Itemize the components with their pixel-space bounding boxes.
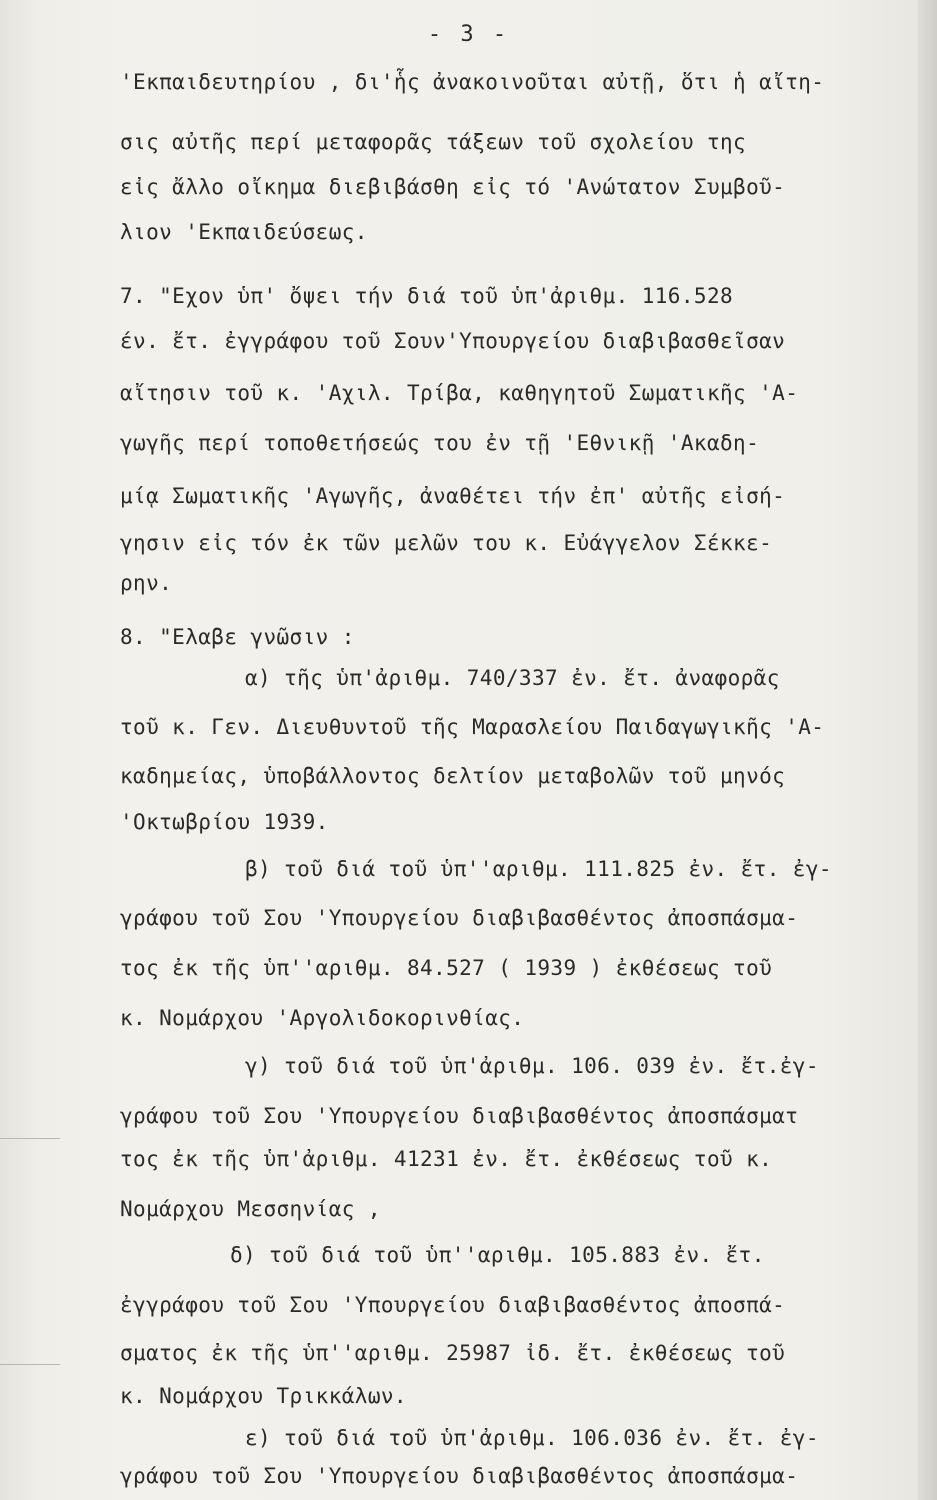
text-line: α) τῆς ὑπ'ἀριθμ. 740/337 ἐν. ἔτ. ἀναφορᾶς (245, 666, 780, 690)
text-line: κ. Νομάρχου Τρικκάλων. (120, 1384, 407, 1408)
text-line: κ. Νομάρχου 'Αργολιδοκορινθίας. (120, 1006, 525, 1030)
text-line: σματος ἐκ τῆς ὑπ''αριθμ. 25987 ἰδ. ἔτ. ἐκθέσεως τοῦ (120, 1341, 786, 1365)
text-line: εἰς ἄλλο οἴκημα διεβιβάσθη εἰς τό 'Ανώτατον Συμβοῦ- (120, 175, 786, 199)
text-line: γ) τοῦ διά τοῦ ὑπ'ἀριθμ. 106. 039 ἐν. ἔτ.ἐγ- (245, 1054, 819, 1078)
text-line: μίᾳ Σωματικῆς 'Αγωγῆς, ἀναθέτει τήν ἐπ' αὐτῆς εἰσή- (120, 484, 786, 508)
text-line: 8. "Ελαβε γνῶσιν : (120, 625, 355, 649)
text-line: β) τοῦ διά τοῦ ὑπ''αριθμ. 111.825 ἐν. ἔτ. ἐγ- (245, 857, 832, 881)
text-line: λιον 'Εκπαιδεύσεως. (120, 220, 368, 244)
text-line: δ) τοῦ διά τοῦ ὑπ''αριθμ. 105.883 ἐν. ἔτ. (230, 1243, 765, 1267)
text-line: σις αὐτῆς περί μεταφορᾶς τάξεων τοῦ σχολείου της (120, 130, 747, 154)
text-line: 'Εκπαιδευτηρίου , δι'ἧς ἀνακοινοῦται αὐτῇ, ὅτι ἡ αἴτη- (120, 70, 825, 94)
text-line: τοῦ κ. Γεν. Διευθυντοῦ τῆς Μαρασλείου Παιδαγωγικῆς 'Α- (120, 715, 825, 739)
text-line: ρην. (120, 571, 173, 595)
text-line: Νομάρχου Μεσσηνίας , (120, 1197, 381, 1221)
text-line: τος ἐκ τῆς ὑπ''αριθμ. 84.527 ( 1939 ) ἐκθέσεως τοῦ (120, 956, 773, 980)
text-line: έν. ἔτ. ἐγγράφου τοῦ Σουν'Υπουργείου διαβιβασθεῖσαν (120, 329, 786, 353)
text-line: ε) τοῦ διά τοῦ ὑπ'ἀριθμ. 106.036 ἐν. ἔτ. ἐγ- (245, 1426, 819, 1450)
page-edge-shadow (918, 0, 937, 1500)
text-line: αἴτησιν τοῦ κ. 'Αχιλ. Τρίβα, καθηγητοῦ Σωματικῆς 'Α- (120, 381, 799, 405)
text-line: καδημείας, ὑποβάλλοντος δελτίον μεταβολῶν τοῦ μηνός (120, 764, 786, 788)
text-line: γησιν εἰς τόν ἐκ τῶν μελῶν του κ. Εὐάγγελον Σέκκε- (120, 531, 773, 555)
text-line: γωγῆς περί τοποθετήσεώς του ἐν τῇ 'Εθνικῇ 'Ακαδη- (120, 431, 760, 455)
margin-bleed-mark (0, 1138, 60, 1139)
text-line: 'Οκτωβρίου 1939. (120, 810, 329, 834)
text-line: γράφου τοῦ Σου 'Υπουργείου διαβιβασθέντος ἀποσπάσματ (120, 1104, 799, 1128)
page-number: - 3 - (427, 22, 510, 47)
text-line: γράφου τοῦ Σου 'Υπουργείου διαβιβασθέντος ἀποσπάσμα- (120, 906, 799, 930)
margin-bleed-mark (0, 1364, 60, 1365)
text-line: τος ἐκ τῆς ὑπ'ἀριθμ. 41231 ἐν. ἔτ. ἐκθέσεως τοῦ κ. (120, 1147, 773, 1171)
text-line: 7. "Εχον ὑπ' ὄψει τήν διά τοῦ ὑπ'ἀριθμ. 116.528 (120, 284, 734, 308)
text-line: ἐγγράφου τοῦ Σου 'Υπουργείου διαβιβασθέντος ἀποσπά- (120, 1293, 786, 1317)
text-line: γράφου τοῦ Σου 'Υπουργείου διαβιβασθέντος ἀποσπάσμα- (120, 1464, 799, 1488)
